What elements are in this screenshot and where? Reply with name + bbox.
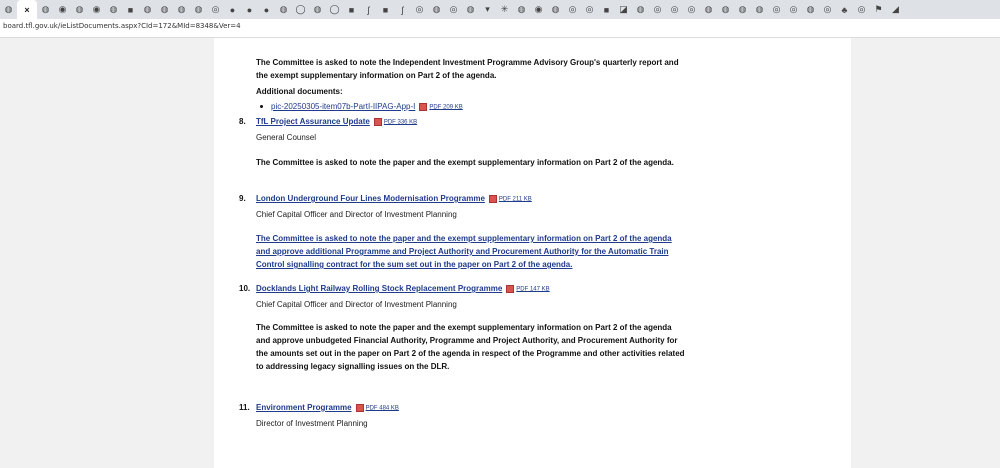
tab-favicon-icon[interactable]: ■ <box>382 4 389 15</box>
agenda-item-title-link[interactable]: Environment Programme <box>256 403 352 412</box>
close-icon[interactable]: × <box>24 4 30 15</box>
agenda-item-number: 9. <box>239 194 246 203</box>
agenda-item-title-link[interactable]: TfL Project Assurance Update <box>256 117 370 126</box>
pdf-size: PDF 147 KB <box>516 286 550 293</box>
tab-favicon-icon[interactable]: ◎ <box>585 4 594 14</box>
agenda-item-presenter: Chief Capital Officer and Director of Investment Planning <box>256 210 457 219</box>
tab-favicon-icon[interactable]: ◎ <box>670 4 679 14</box>
agenda-item-presenter: Director of Investment Planning <box>256 419 368 428</box>
tab-favicon-icon[interactable]: ◍ <box>551 4 560 14</box>
agenda-item <box>239 193 686 271</box>
tab-favicon-icon[interactable]: ◍ <box>41 4 50 14</box>
pdf-link[interactable] <box>374 118 417 126</box>
tab-favicon-icon[interactable]: ◍ <box>160 4 169 14</box>
tab-favicon-icon[interactable]: ◎ <box>789 4 798 14</box>
tab-favicon-icon[interactable]: ◉ <box>534 4 543 14</box>
tab-favicon-icon[interactable]: ◉ <box>92 4 101 14</box>
pdf-link[interactable] <box>506 285 549 293</box>
agenda-item-presenter: Chief Capital Officer and Director of Investment Planning <box>256 300 457 309</box>
tab-favicon-icon[interactable]: ■ <box>348 4 355 15</box>
agenda-item-recommendation-link[interactable]: The Committee is asked to note the paper and the exempt supplementary information on Part 2 of the agenda and approve additional Programme and Project Authority and Procurement Authority for the Automatic Train Control signalling contract for the sum set out in the paper on Part 2 of the agenda. <box>256 234 672 269</box>
tab-favicon-icon[interactable]: ◢ <box>892 4 899 14</box>
tab-favicon-icon[interactable]: ▾ <box>485 4 490 14</box>
tab-favicon-icon[interactable]: ● <box>246 4 253 15</box>
tab-favicon-icon[interactable]: ◎ <box>449 4 458 14</box>
address-bar[interactable] <box>0 19 1000 38</box>
agenda-item-header <box>239 402 686 413</box>
tab-favicon-icon[interactable]: ◍ <box>466 4 475 14</box>
agenda-item <box>239 116 686 169</box>
additional-documents-label: Additional documents: <box>256 87 343 96</box>
tab-favicon-icon[interactable]: ʃ <box>401 4 404 15</box>
tab-favicon-icon[interactable]: ◎ <box>568 4 577 14</box>
agenda-item <box>239 402 686 428</box>
tab-favicon-icon[interactable]: ◍ <box>75 4 84 14</box>
pdf-icon <box>489 195 497 203</box>
tab-favicon-icon[interactable]: ◪ <box>619 4 628 14</box>
document-page <box>214 38 851 468</box>
tab-favicon-icon[interactable]: ◎ <box>772 4 781 14</box>
tab-favicon-icon[interactable]: ◉ <box>58 4 67 14</box>
tab-favicon-icon[interactable]: ◍ <box>109 4 118 14</box>
tab-favicon-icon[interactable]: ◍ <box>517 4 526 14</box>
tab-favicon-icon[interactable]: ● <box>263 4 270 15</box>
tab-favicon-icon[interactable]: ◎ <box>857 4 866 14</box>
tab-favicon-icon[interactable]: ✳ <box>500 4 509 14</box>
intro-paragraph: The Committee is asked to note the Independent Investment Programme Advisory Group's quarterly report and the exempt supplementary information on Part 2 of the agenda. <box>256 58 679 80</box>
agenda-item-recommendation: The Committee is asked to note the paper and the exempt supplementary information on Part 2 of the agenda and approve unbudgeted Financial Authority, Programme and Project Authority, and Procurement Authority for the amounts set out in the paper on Part 2 of the agenda in respect of the Programme and other activities related to addressing legacy signalling issues on the DLR. <box>256 323 685 371</box>
pdf-icon <box>356 404 364 412</box>
tab-favicon-icon[interactable]: ◎ <box>687 4 696 14</box>
agenda-item-header <box>239 193 686 204</box>
tab-favicon-icon[interactable]: ♣ <box>841 4 848 15</box>
tab-favicon-icon[interactable]: ◍ <box>279 4 288 14</box>
agenda-item-recommendation: The Committee is asked to note the paper and the exempt supplementary information on Part 2 of the agenda. <box>256 158 674 167</box>
pdf-size: PDF 484 KB <box>365 405 399 412</box>
active-tab[interactable] <box>17 0 37 19</box>
agenda-item-presenter: General Counsel <box>256 133 317 142</box>
tab-favicon-icon[interactable]: ◎ <box>823 4 832 14</box>
tab-favicon-icon[interactable]: ◍ <box>432 4 441 14</box>
additional-document-link[interactable]: pic-20250305-item07b-PartI-IIPAG-App-I <box>271 102 416 111</box>
tab-favicon-icon[interactable]: ◯ <box>295 4 306 14</box>
tab-favicon-icon[interactable]: ◍ <box>177 4 186 14</box>
additional-document-row <box>256 101 686 112</box>
url-text[interactable]: board.tfl.gov.uk/ieListDocuments.aspx?CId=172&MId=8348&Ver=4 <box>3 22 241 30</box>
tab-favicon-icon[interactable]: ◍ <box>4 4 13 14</box>
tab-favicon-icon[interactable]: ◯ <box>329 4 340 14</box>
agenda-item <box>239 283 686 373</box>
pdf-icon <box>374 118 382 126</box>
tab-favicon-icon[interactable]: ◍ <box>704 4 713 14</box>
tab-favicon-icon[interactable]: ◍ <box>721 4 730 14</box>
tab-favicon-icon[interactable]: ● <box>229 4 236 15</box>
tab-favicon-icon[interactable]: ◎ <box>415 4 424 14</box>
pdf-icon <box>506 285 514 293</box>
agenda-item-number: 10. <box>239 284 251 293</box>
agenda-content <box>239 56 686 428</box>
pdf-icon <box>419 103 427 111</box>
tab-favicon-icon[interactable]: ◍ <box>636 4 645 14</box>
tab-favicon-icon[interactable]: ◍ <box>806 4 815 14</box>
tab-favicon-icon[interactable]: ◎ <box>653 4 662 14</box>
tab-favicon-icon[interactable]: ■ <box>127 4 134 15</box>
tab-favicon-icon[interactable]: ◍ <box>738 4 747 14</box>
agenda-item-number: 11. <box>239 403 250 412</box>
pdf-link[interactable] <box>356 404 399 412</box>
tab-strip <box>0 0 1000 19</box>
agenda-item-title-link[interactable]: Docklands Light Railway Rolling Stock Replacement Programme <box>256 284 503 293</box>
pdf-size: PDF 211 KB <box>498 196 532 203</box>
agenda-item-title-link[interactable]: London Underground Four Lines Modernisation Programme <box>256 194 485 203</box>
bullet-icon <box>260 105 263 108</box>
tab-favicon-icon[interactable]: ◍ <box>755 4 764 14</box>
tab-favicon-icon[interactable]: ◍ <box>194 4 203 14</box>
tab-favicon-icon[interactable]: ■ <box>603 4 610 15</box>
pdf-size: PDF 336 KB <box>383 119 418 126</box>
tab-favicon-icon[interactable]: ◎ <box>211 4 220 14</box>
tab-favicon-icon[interactable]: ʃ <box>367 4 370 15</box>
tab-favicon-icon[interactable]: ◍ <box>143 4 152 14</box>
agenda-item-header <box>239 116 686 127</box>
tab-favicon-icon[interactable]: ⚑ <box>874 4 883 14</box>
tab-favicon-icon[interactable]: ◍ <box>313 4 322 14</box>
pdf-link[interactable] <box>419 103 462 111</box>
agenda-item-number: 8. <box>239 117 246 126</box>
pdf-size: PDF 209 KB <box>429 104 463 111</box>
pdf-link[interactable] <box>489 195 532 203</box>
agenda-item-header <box>239 283 686 294</box>
